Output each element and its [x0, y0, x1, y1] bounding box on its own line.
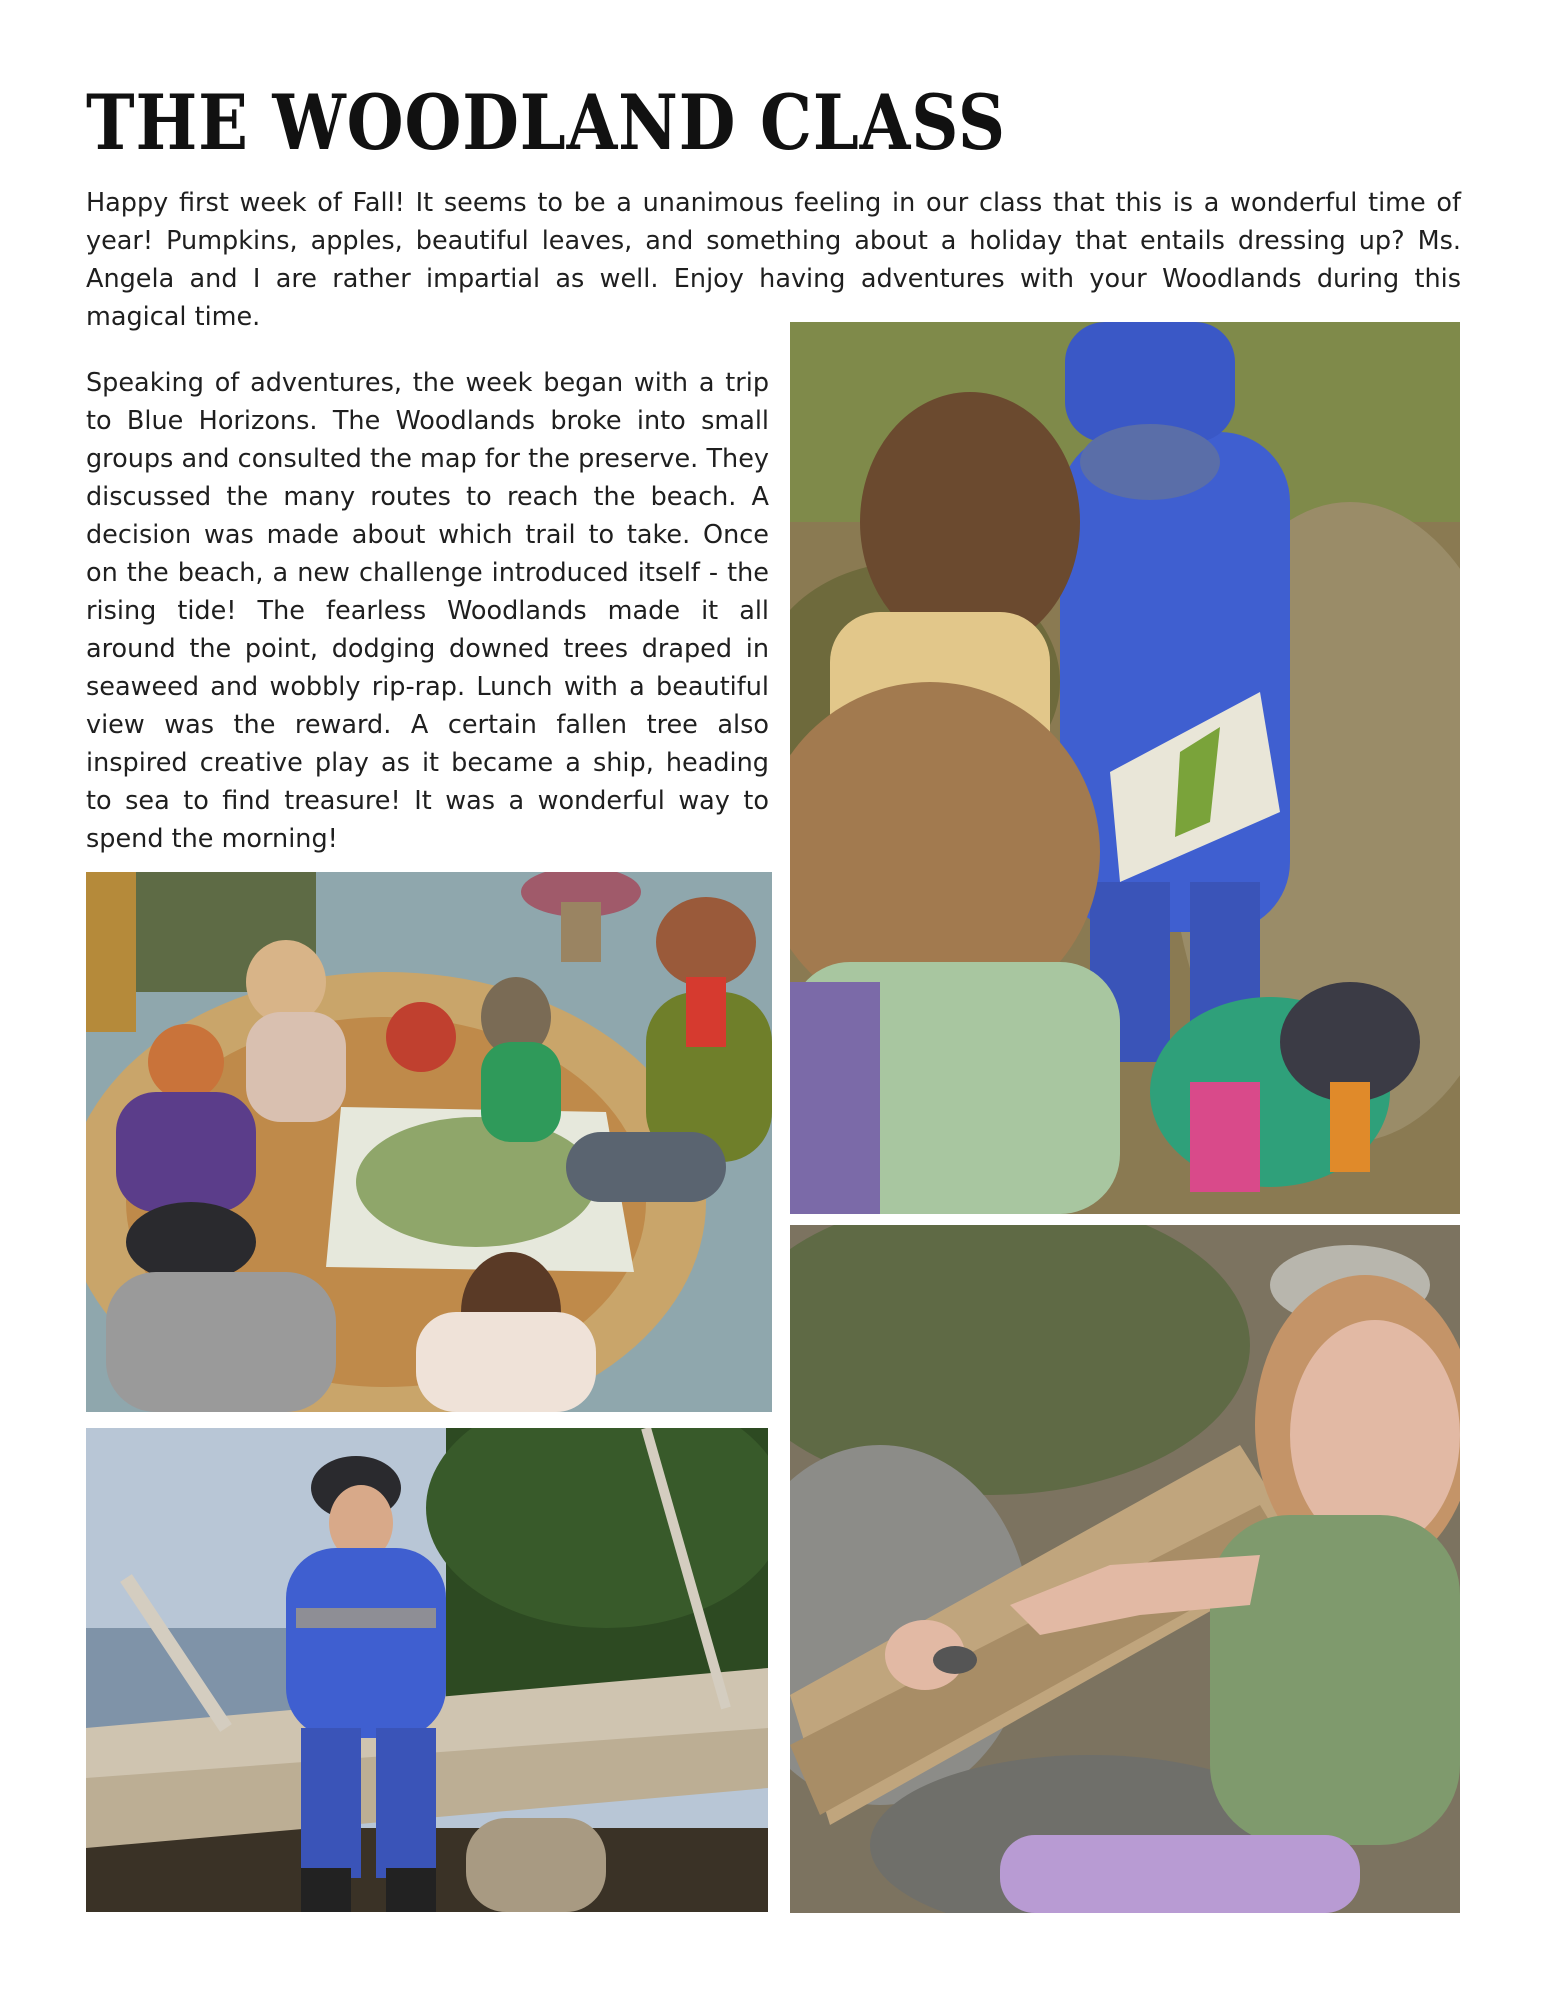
intro-paragraph: Happy first week of Fall! It seems to be a unanimous feeling in our class that this is a wonderful time of year! Pumpkins, apples, beautiful leaves, and something about a holiday that entails dressing up? Ms. Angela and I are rather impartial as well. Enjoy having adventures with your Woodlands during this magical time.: [86, 188, 1461, 332]
photo-children-reading-map-image: [790, 322, 1460, 1214]
photo-smiling-child-at-log-image: [790, 1225, 1460, 1913]
trip-article-paragraph: Speaking of adventures, the week began with a trip to Blue Horizons. The Woodlands broke into small groups and consulted the map for the preserve. They discussed the many routes to reach the beach. A decision was made about which trail to take. Once on the beach, a new challenge introduced itself - the rising tide! The fearless Woodlands made it all around the point, dodging downed trees draped in seaweed and wobbly rip-rap. Lunch with a beautiful view was the reward. A certain fallen tree also inspired creative play as it became a ship, heading to sea to find treasure! It was a wonderful way to spend the morning!: [86, 368, 769, 854]
photo-child-on-beach-log-image: [86, 1428, 768, 1912]
photo-classroom-map-circle: [86, 872, 772, 1412]
photo-classroom-map-circle-image: [86, 872, 772, 1412]
photo-child-on-beach-log: [86, 1428, 768, 1912]
photo-children-reading-map: [790, 322, 1460, 1214]
photo-smiling-child-at-log: [790, 1225, 1460, 1913]
page-title: THE WOODLAND CLASS: [86, 78, 1006, 167]
